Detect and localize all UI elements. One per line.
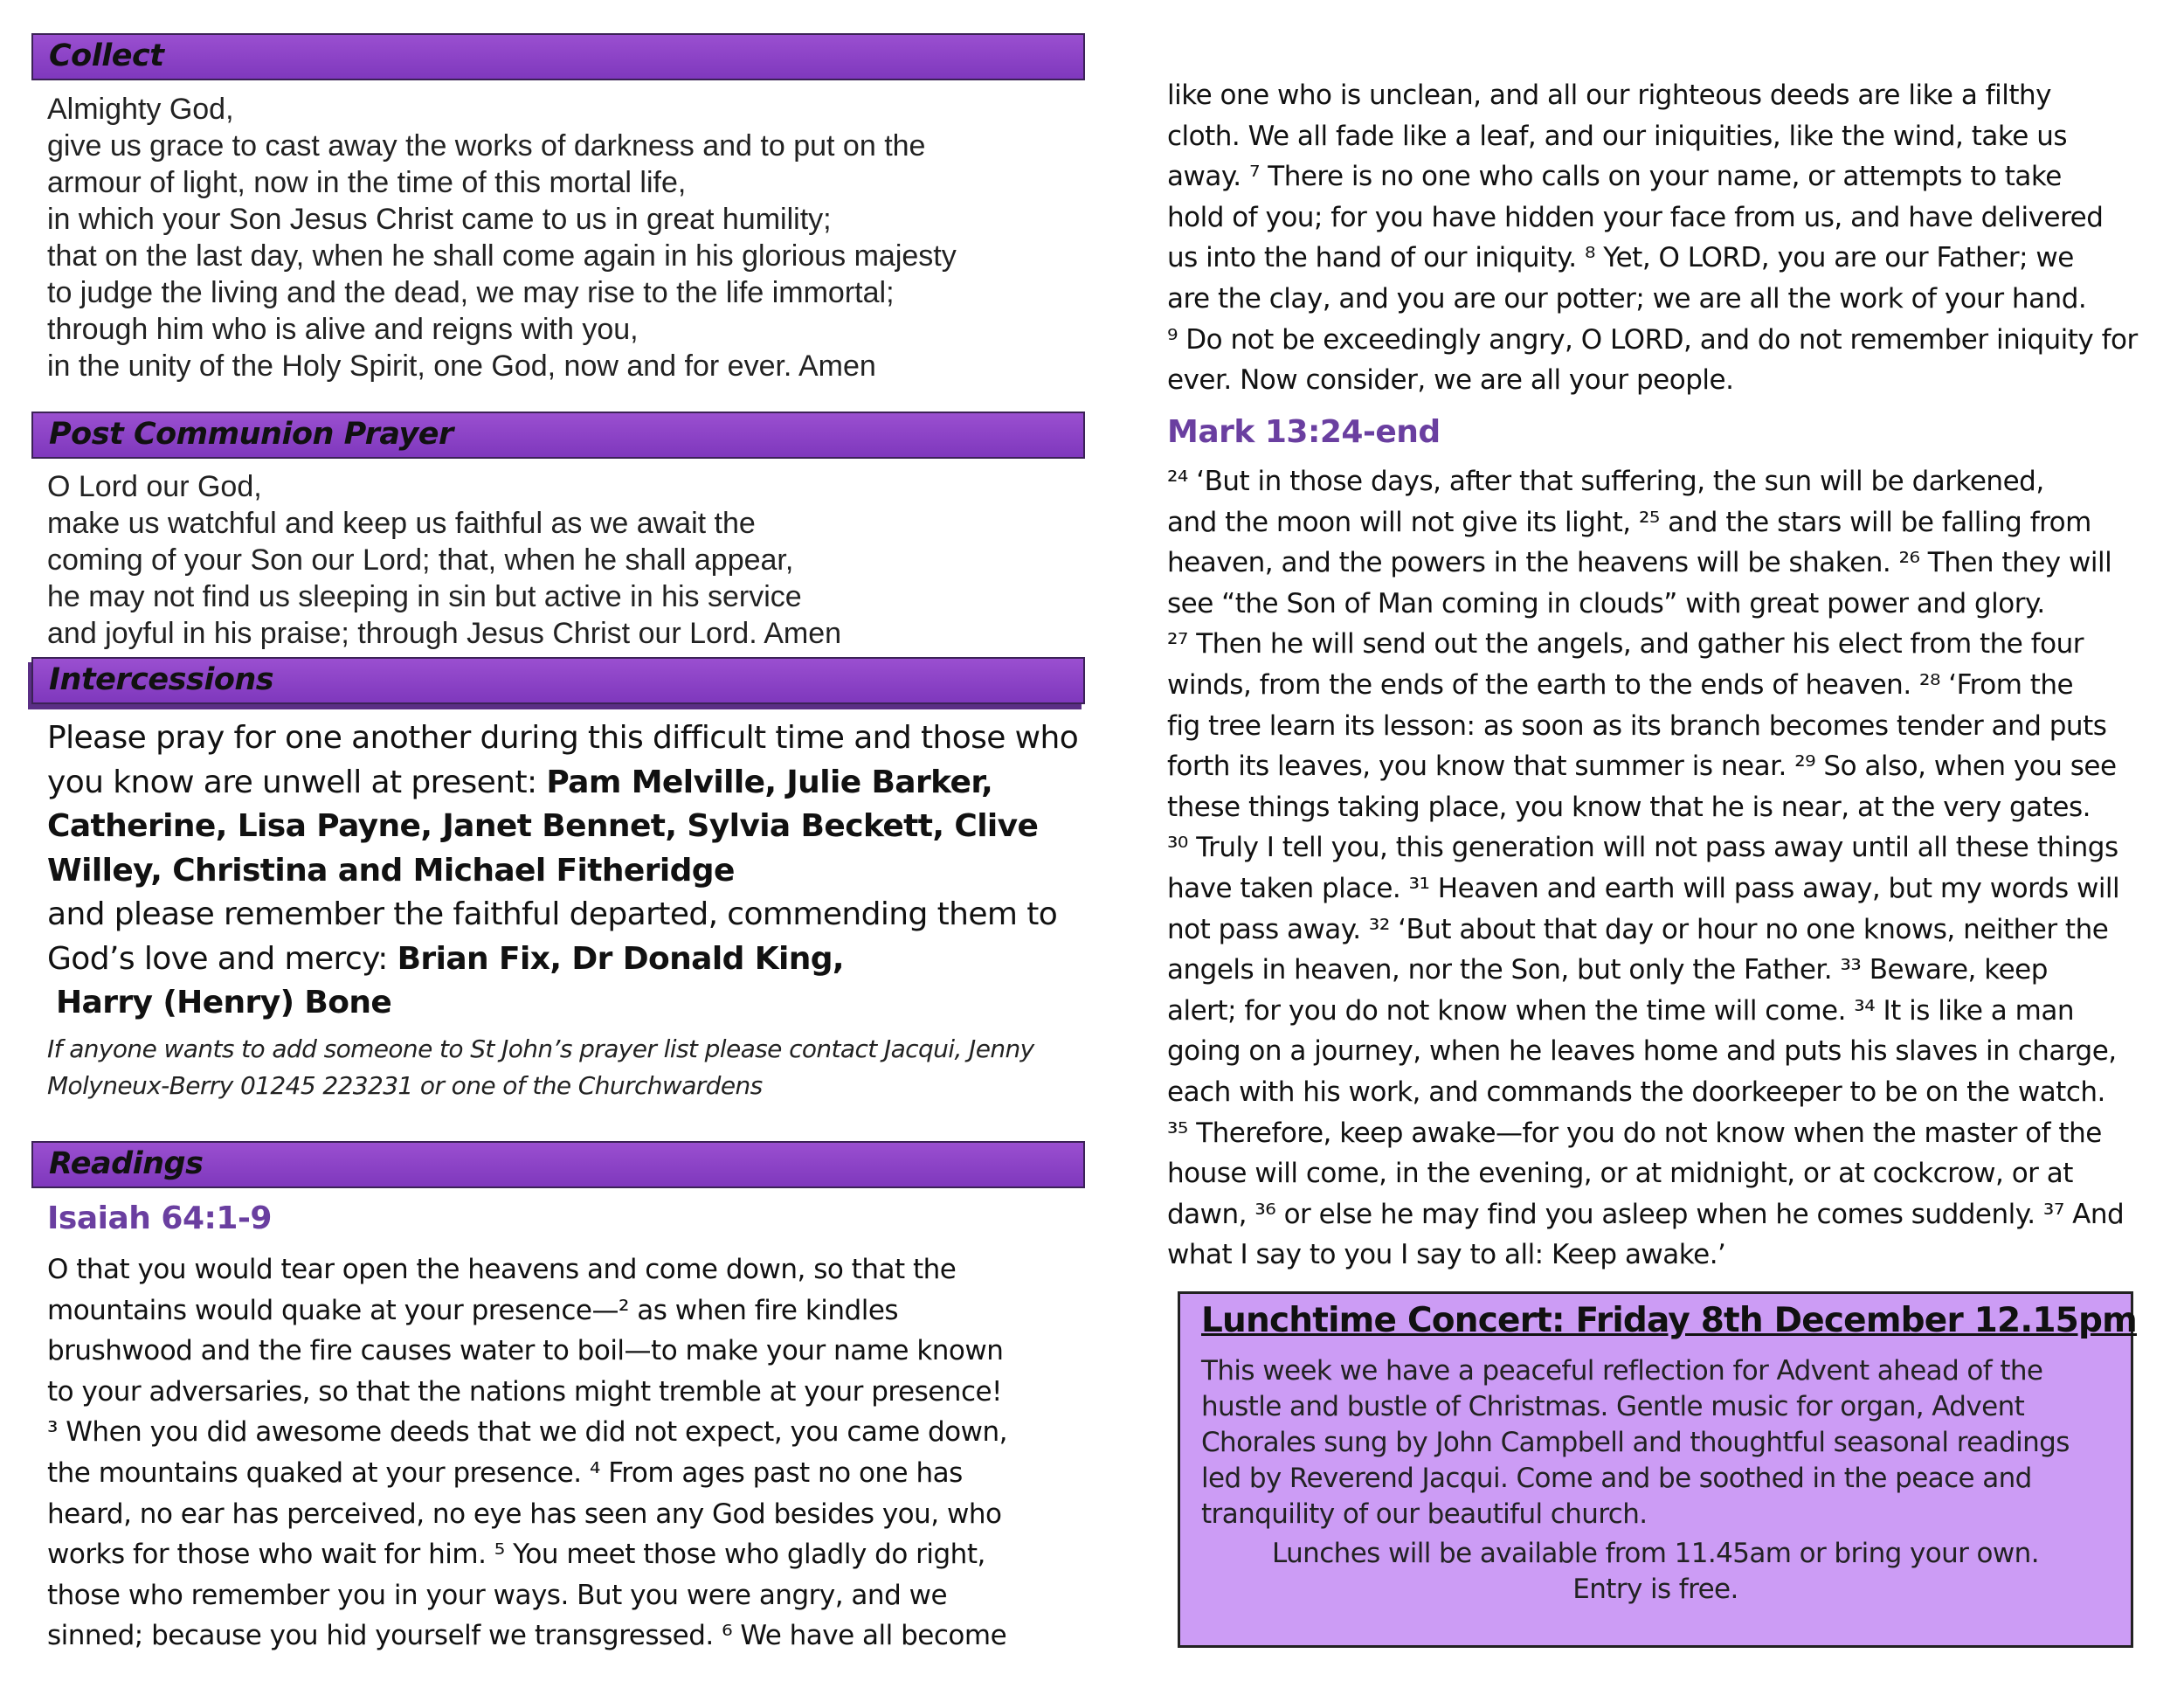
isaiah-line: works for those who wait for him. ⁵ You meet those who gladly do right, bbox=[47, 1539, 985, 1571]
collect-line: that on the last day, when he shall come again in his glorious majesty bbox=[47, 239, 957, 273]
collect-line: give us grace to cast away the works of darkness and to put on the bbox=[47, 129, 926, 163]
isaiah-continued-text bbox=[1167, 75, 2138, 401]
isaiah-line: heard, no ear has perceived, no eye has seen any God besides you, who bbox=[47, 1498, 1002, 1530]
collect-text bbox=[47, 91, 957, 384]
collect-line: in which your Son Jesus Christ came to us in great humility; bbox=[47, 203, 832, 236]
mark-line: see “the Son of Man coming in clouds” with great power and glory. bbox=[1167, 587, 2045, 619]
collect-line: Almighty God, bbox=[47, 93, 234, 126]
isaiah-line: hold of you; for you have hidden your face from us, and have delivered bbox=[1167, 201, 2104, 233]
isaiah-line: brushwood and the fire causes water to boil—to make your name known bbox=[47, 1335, 1004, 1367]
concert-entry-line: Entry is free. bbox=[1572, 1574, 1738, 1605]
concert-line: led by Reverend Jacqui. Come and be soothed in the peace and bbox=[1201, 1463, 2032, 1494]
isaiah-line: like one who is unclean, and all our righteous deeds are like a filthy bbox=[1167, 80, 2051, 111]
post-communion-line: and joyful in his praise; through Jesus Christ our Lord. Amen bbox=[47, 617, 842, 650]
unwell-names: Pam Melville, Julie Barker, Catherine, Lisa Payne, Janet Bennet, Sylvia Beckett, Clive Willey, Christina and Michael Fitheridge bbox=[47, 764, 1039, 889]
post-communion-line: coming of your Son our Lord; that, when he shall appear, bbox=[47, 543, 794, 577]
collect-heading: Collect bbox=[49, 38, 164, 73]
concert-lunch-line: Lunches will be available from 11.45am or bring your own. bbox=[1272, 1538, 2039, 1569]
mark-line: fig tree learn its lesson: as soon as its branch becomes tender and puts bbox=[1167, 709, 2107, 742]
mark-text bbox=[1167, 461, 2124, 1276]
isaiah-line: ⁹ Do not be exceedingly angry, O LORD, and do not remember iniquity for bbox=[1167, 323, 2138, 356]
post-communion-line: O Lord our God, bbox=[47, 470, 262, 503]
intercessions-text bbox=[47, 716, 1087, 1026]
isaiah-line: mountains would quake at your presence—² as when fire kindles bbox=[47, 1294, 899, 1326]
concert-notice-box bbox=[1178, 1291, 2137, 1648]
collect-line: armour of light, now in the time of this mortal life, bbox=[47, 166, 687, 199]
mark-line: going on a journey, when he leaves home and puts his slaves in charge, bbox=[1167, 1035, 2117, 1068]
mark-line: ³⁵ Therefore, keep awake—for you do not know when the master of the bbox=[1167, 1117, 2102, 1149]
isaiah-line: sinned; because you hid yourself we transgressed. ⁶ We have all become bbox=[47, 1620, 1007, 1652]
isaiah-reference: Isaiah 64:1-9 bbox=[47, 1200, 272, 1236]
concert-line: tranquility of our beautiful church. bbox=[1201, 1498, 1648, 1530]
collect-line: through him who is alive and reigns with you, bbox=[47, 313, 639, 346]
mark-line: alert; for you do not know when the time will come. ³⁴ It is like a man bbox=[1167, 994, 2074, 1027]
isaiah-line: O that you would tear open the heavens and come down, so that the bbox=[47, 1254, 957, 1285]
post-communion-heading: Post Communion Prayer bbox=[49, 417, 453, 452]
concert-description bbox=[1201, 1353, 2118, 1532]
isaiah-line: ³ When you did awesome deeds that we did not expect, you came down, bbox=[47, 1416, 1007, 1449]
mark-line: have taken place. ³¹ Heaven and earth will pass away, but my words will bbox=[1167, 872, 2120, 904]
intercessions-heading: Intercessions bbox=[49, 662, 274, 697]
departed-names-continued: Harry (Henry) Bone bbox=[56, 985, 392, 1020]
departed-names: Brian Fix, Dr Donald King, bbox=[397, 940, 845, 977]
post-communion-text bbox=[47, 468, 841, 652]
mark-line: and the moon will not give its light, ²⁵ and the stars will be falling from bbox=[1167, 506, 2091, 538]
readings-heading-bar bbox=[31, 1141, 1085, 1188]
isaiah-line: away. ⁷ There is no one who calls on your name, or attempts to take bbox=[1167, 161, 2062, 193]
isaiah-line: cloth. We all fade like a leaf, and our iniquities, like the wind, take us bbox=[1167, 120, 2067, 152]
isaiah-line: are the clay, and you are our potter; we are all the work of your hand. bbox=[1167, 282, 2087, 315]
intercessions-intro: Please pray for one another during this difficult time and those who you know are unwell at present: bbox=[47, 720, 1079, 800]
concert-title: Lunchtime Concert: Friday 8th December 12.15pm bbox=[1201, 1301, 2137, 1340]
concert-line: Chorales sung by John Campbell and thoughtful seasonal readings bbox=[1201, 1427, 2070, 1458]
isaiah-line: to your adversaries, so that the nations might tremble at your presence! bbox=[47, 1375, 1002, 1408]
isaiah-line: those who remember you in your ways. But you were angry, and we bbox=[47, 1579, 948, 1611]
mark-line: each with his work, and commands the doorkeeper to be on the watch. bbox=[1167, 1076, 2105, 1108]
isaiah-line: us into the hand of our iniquity. ⁸ Yet, O LORD, you are our Father; we bbox=[1167, 242, 2074, 274]
mark-line: ²⁴ ‘But in those days, after that suffering, the sun will be darkened, bbox=[1167, 466, 2044, 497]
mark-line: forth its leaves, you know that summer is near. ²⁹ So also, when you see bbox=[1167, 751, 2117, 783]
mark-line: dawn, ³⁶ or else he may find you asleep when he comes suddenly. ³⁷ And bbox=[1167, 1198, 2125, 1230]
concert-line: This week we have a peaceful reflection for Advent ahead of the bbox=[1201, 1355, 2043, 1387]
collect-heading-bar bbox=[31, 33, 1085, 80]
mark-reference: Mark 13:24-end bbox=[1167, 414, 1441, 450]
intercessions-heading-bar bbox=[31, 657, 1085, 704]
mark-line: not pass away. ³² ‘But about that day or hour no one knows, neither the bbox=[1167, 913, 2109, 945]
post-communion-heading-bar bbox=[31, 412, 1085, 459]
collect-line: in the unity of the Holy Spirit, one God, now and for ever. Amen bbox=[47, 349, 876, 383]
mark-line: angels in heaven, nor the Son, but only the Father. ³³ Beware, keep bbox=[1167, 954, 2048, 986]
mark-line: heaven, and the powers in the heavens will be shaken. ²⁶ Then they will bbox=[1167, 547, 2112, 579]
mark-line: winds, from the ends of the earth to the ends of heaven. ²⁸ ‘From the bbox=[1167, 668, 2074, 701]
readings-heading: Readings bbox=[49, 1146, 204, 1181]
departed-intro: and please remember the faithful departed, commending them to God’s love and mercy: bbox=[47, 896, 1058, 977]
isaiah-line: ever. Now consider, we are all your people. bbox=[1167, 364, 1734, 397]
mark-line: house will come, in the evening, or at midnight, or at cockcrow, or at bbox=[1167, 1158, 2073, 1190]
isaiah-line: the mountains quaked at your presence. ⁴ From ages past no one has bbox=[47, 1456, 963, 1489]
collect-line: to judge the living and the dead, we may rise to the life immortal; bbox=[47, 276, 895, 309]
mark-line: these things taking place, you know that he is near, at the very gates. bbox=[1167, 791, 2091, 823]
isaiah-text bbox=[47, 1249, 1007, 1657]
post-communion-line: he may not find us sleeping in sin but active in his service bbox=[47, 580, 802, 613]
concert-line: hustle and bustle of Christmas. Gentle music for organ, Advent bbox=[1201, 1391, 2025, 1422]
prayer-list-note: If anyone wants to add someone to St John’s prayer list please contact Jacqui, Jenny Molyneux-Berry 01245 223231 or one of the Churchwardens bbox=[47, 1034, 1034, 1100]
mark-line: ³⁰ Truly I tell you, this generation will not pass away until all these things bbox=[1167, 832, 2118, 864]
mark-line: what I say to you I say to all: Keep awake.’ bbox=[1167, 1239, 1726, 1271]
mark-line: ²⁷ Then he will send out the angels, and gather his elect from the four bbox=[1167, 628, 2084, 661]
post-communion-line: make us watchful and keep us faithful as we await the bbox=[47, 507, 756, 540]
